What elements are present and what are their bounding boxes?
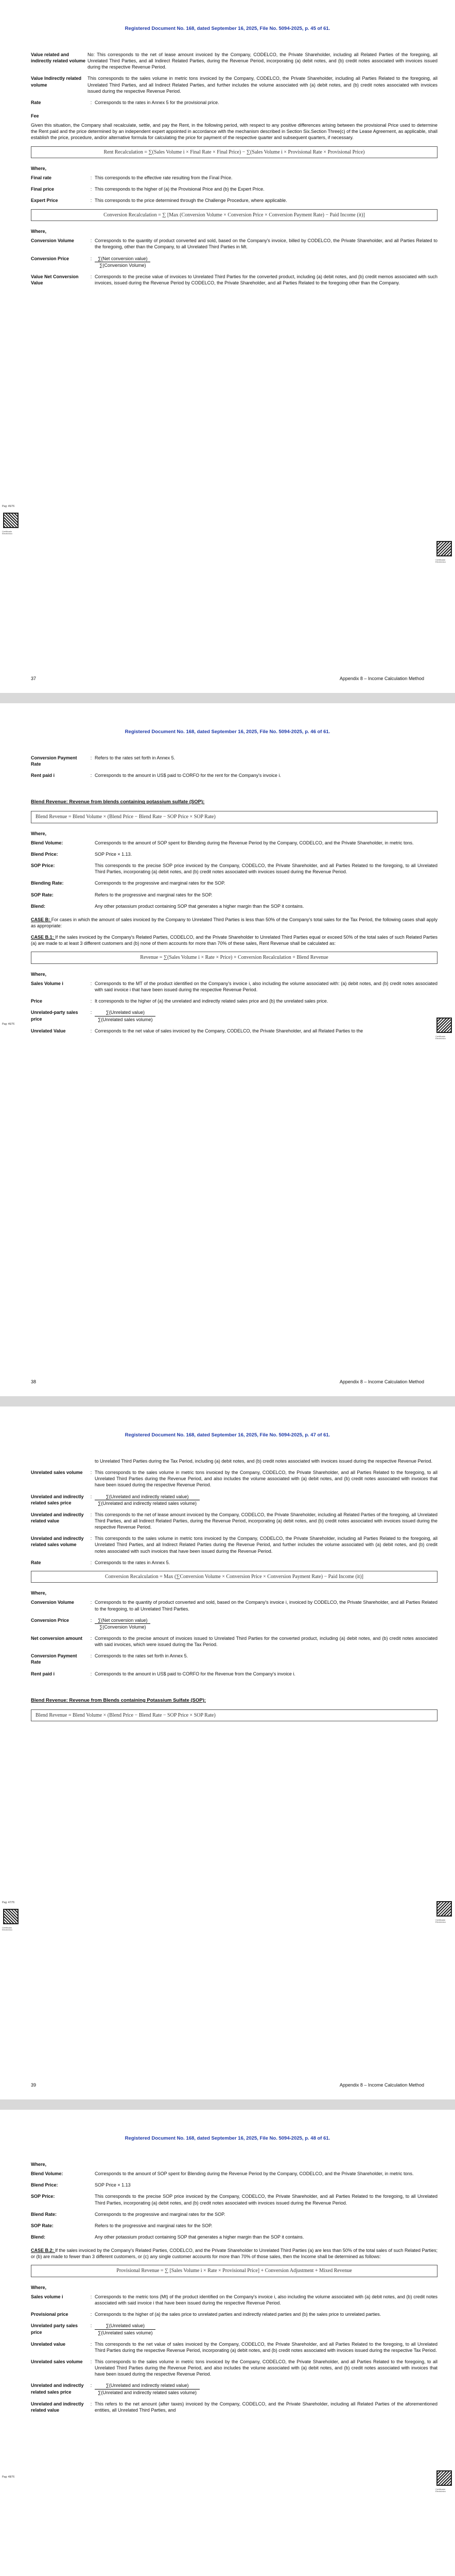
definition-text: This corresponds to the sales volume in metric tons invoiced by the Company, CODELCO, the Private Shareholder, including all Parties Related to the foregoing, all Unrelated Third Parties, and all Indirect Related Parties, and further includes the volume associated with (a) debit notes, and (b) credit notes associated with invoices issued during the respective Revenue Period.: [87, 76, 437, 94]
definition-term: Blend:: [31, 903, 45, 909]
fee-paragraph: Given this situation, the Company shall recalculate, settle, and pay the Rent, in the following period, with respect to any positive differences arising between the provisional Price used to determine the Rent paid and the price determined by an independent expert appointed in accordance with the mechanism described in Section Six.Section Three(c) of the Lease Agreement, as applicable, shall establish the price, procedure, and/or alternative formula for calculating the price for payment of the respective quarter and subsequent quarters, if necessary.: [31, 123, 437, 141]
conversion-recalc-formula: Conversion Recalculation = Max (∑Conversion Volume × Conversion Price × Conversion Payment Rate) − Paid Income (it)]: [31, 1571, 437, 1583]
blend-revenue-formula: Blend Revenue = Blend Volume × (Blend Price − Blend Rate − SOP Price × SOP Rate): [31, 811, 437, 823]
qr-caption: Certificado Electrónico: [435, 1035, 446, 1040]
definition-text: Corresponds to the amount of SOP spent for Blending during the Revenue Period by the Company, CODELCO, and the Private Shareholder, in metric tons.: [95, 2171, 414, 2177]
definition-term: Rate: [31, 99, 41, 105]
definition-term: Blend Price:: [31, 852, 58, 857]
definition-row: Conversion Price : $\frac{\text{∑(Net conversion value)}}{\text{∑(Conversion Volume)}}$: [31, 1617, 437, 1630]
rent-recalc-formula: Rent Recalculation = ∑(Sales Volume i × Final Rate × Final Price) − ∑(Sales Volume i × Provisional Rate × Provisional Price): [31, 146, 437, 159]
definition-text: This corresponds to the net of lease amount invoiced by the Company, CODELCO, the Private Shareholder, including all Related Parties of the foregoing, all Unrelated Third Parties, and all Indirect Related Parties, during the Revenue Period, incorporating (a) debit notes, and (b) credit notes associated with invoices issued during the respective Revenue Period.: [95, 1512, 437, 1530]
fraction: $\frac{\text{∑(Net conversion value)}}{\text{∑(Conversion Volume)}}$: [95, 1617, 150, 1630]
definition-row: [31, 880, 437, 886]
definition-row: Rent paid i : Corresponds to the amount in US$ paid to CORFO for the Revenue from the Company's invoice i.: [31, 1671, 437, 1677]
fraction: $\frac{\text{∑(Unrelated value)}}{\text{∑(Unrelated sales volume)}}$: [95, 1009, 155, 1022]
fraction: $\frac{\text{∑(Unrelated and indirectly related value)}}{\text{∑(Unrelated and indirectly related sales volume)}}$: [95, 2382, 200, 2395]
where-label: Where,: [31, 971, 47, 977]
definition-text: Any other potassium product containing SOP that generates a higher margin than the SOP it contains.: [95, 903, 304, 909]
definition-row: Unrelated sales volume : This corresponds to the sales volume in metric tons invoiced by the Company, CODELCO, the Private Shareholder, and all Parties Related to the foregoing, to all Unrelated Third Parties during the Revenue Period, and also includes the volume associated with (a) debit notes, and (b) credit notes associated with invoices that have been issued during the respective Revenue Period.: [31, 2359, 437, 2377]
definition-text: Corresponds to the precise amount of invoices issued to Unrelated Third Parties for the converted product, including (a) debit notes, and (b) credit notes associated with said invoices, which were issued during the Tax Period.: [95, 1636, 437, 1648]
fraction: $\frac{\text{∑(Unrelated and indirectly related value)}}{\text{∑(Unrelated and indirectly related sales volume)}}$: [95, 1494, 200, 1506]
definition-term: Sales volume i: [31, 2294, 63, 2300]
page-header: Registered Document No. 168, dated September 16, 2025, File No. 5094-2025, p. 46 of 61.: [125, 729, 330, 735]
definition-term: Price: [31, 998, 43, 1004]
definition-row: Value Net Conversion Value : Corresponds to the precise value of invoices to Unrelated Third Parties for the converted product, including (a) debit notes, and (b) credit memos associated with such invoices, issued during the Revenue Period by CODELCO, the Private Shareholder, and all Parties Related to the foregoing other than the Company.: [31, 274, 437, 285]
definition-term: Rent paid i: [31, 1671, 55, 1676]
definition-row: [31, 862, 437, 875]
page-1: [0, 0, 455, 693]
qr-code-icon: [436, 1901, 452, 1917]
definition-text: This corresponds to the sales volume in metric tons invoiced by the Company, CODELCO, the Private Shareholder, and all Parties Related to the foregoing, to all Unrelated Third Parties during the Revenue Period, and also includes the volume associated with (a) debit notes, and (b) credit notes associated with invoices that have been issued during the respective Revenue Period.: [95, 2359, 437, 2377]
definition-row: [31, 2182, 437, 2188]
definition-text: No: This corresponds to the net of lease amount invoiced by the Company, CODELCO, the Private Shareholder, including all Related Parties of the foregoing, all Unrelated Third Parties, and all Indirect Related Parties, during the Revenue Period, incorporating (a) debit notes, and (b) credit notes associated with invoices issued during the respective Revenue Period.: [87, 52, 437, 70]
definition-row: Conversion Payment Rate : Corresponds to the rates set forth in Annex 5.: [31, 1653, 437, 1665]
page-header: Registered Document No. 168, dated September 16, 2025, File No. 5094-2025, p. 47 of 61.: [125, 1432, 330, 1438]
definition-text: Corresponds to the amount in US$ paid to CORFO for the rent for the Company's invoice i.: [95, 773, 281, 778]
definition-text: This corresponds to the effective rate resulting from the Final Price.: [95, 175, 233, 181]
definition-term: Expert Price: [31, 198, 58, 204]
definition-term: Value Indirectly related volume: [31, 76, 82, 88]
side-page-label: Pag: 45/76: [2, 505, 15, 508]
definition-term: Unrelated sales volume: [31, 2359, 83, 2365]
where-label: Where,: [31, 1590, 47, 1596]
definition-term: Unrelated and indirectly related sales volume: [31, 1536, 84, 1548]
definition-row: Rate : Corresponds to the rates in Annex 5.: [31, 1560, 437, 1566]
definition-row: Conversion Volume : Corresponds to the quantity of product converted and sold, based on the Company's invoice i, invoiced by CODELCO, the Private Shareholder, and all Parties Related to the foregoing, to all Unrelated Third Parties.: [31, 1600, 437, 1612]
qr-code-icon: [436, 2470, 452, 2486]
definition-text: Corresponds to the MT of the product identified on the Company's invoice i, also including the volume associated with: (a) debit notes, and (b) credit notes associated with said invoice i that have been issued during the respective Revenue Period.: [95, 981, 437, 993]
definition-term: Unrelated and indirectly related sales price: [31, 1494, 84, 1505]
definition-text: Refers to the progressive and marginal rates for the SOP.: [95, 2223, 213, 2228]
definition-term: Conversion Payment Rate: [31, 1653, 77, 1665]
definition-row: Conversion Price : $\frac{\text{∑(Net conversion value)}}{\text{∑(Conversion Volume)}}$: [31, 256, 437, 268]
definition-row: Provisional price : Corresponds to the higher of (a) the sales price to unrelated parties and indirectly related parties and (b) the sales price to unrelated parties.: [31, 2311, 437, 2317]
qr-caption: Certificado Electrónico: [2, 530, 12, 535]
definition-text: Corresponds to the rates in Annex 5.: [95, 1560, 170, 1565]
definition-term: Blend:: [31, 2234, 45, 2240]
definition-row: [31, 52, 437, 70]
definition-term: Conversion Payment Rate: [31, 755, 77, 767]
revenue-formula: Revenue = ∑(Sales Volume i × Rate × Price) + Conversion Recalculation + Blend Revenue: [31, 952, 437, 964]
definition-term: Value Net Conversion Value: [31, 274, 79, 285]
definition-text: This corresponds to the precise SOP price invoiced by the Company, CODELCO, the Private Shareholder, and all Parties Related to the foregoing, to all Unrelated Third Parties, incorporating (a) debit notes, and (b) credit notes associated with invoices issued during the Revenue Period.: [95, 2194, 437, 2206]
definition-text: to Unrelated Third Parties during the Tax Period, including (a) debit notes, and (b) credit notes associated with invoices issued during the respective Revenue Period.: [95, 1459, 433, 1464]
definition-row: Unrelated and indirectly related sales price : $\frac{\text{∑(Unrelated and indirectly related value)}}{\text{∑(Unrelated and indirectly related sales volume)}}$: [31, 2382, 437, 2395]
fee-heading: Fee: [31, 113, 39, 118]
definition-row: [31, 75, 437, 94]
definition-row: Rent paid i : Corresponds to the amount in US$ paid to CORFO for the rent for the Company's invoice i.: [31, 772, 437, 778]
definition-text: Corresponds to the rates in Annex 5 for the provisional price.: [95, 99, 219, 105]
fraction: $\frac{\text{∑(Unrelated value)}}{\text{∑(Unrelated sales volume)}}$: [95, 2323, 155, 2335]
definition-row: Unrelated sales volume : This corresponds to the sales volume in metric tons invoiced by the Company, CODELCO, the Private Shareholder, and all Parties Related to the foregoing, to all Unrelated Third Parties during the Revenue Period, and also includes the volume associated with (a) debit notes, and (b) credit notes associated with invoices that have been issued during the respective Revenue Period.: [31, 1470, 437, 1488]
definition-term: Conversion Price: [31, 1617, 69, 1623]
definition-term: Provisional price: [31, 2312, 68, 2317]
definition-term: Unrelated and indirectly related value: [31, 2401, 84, 2413]
page-footer: [31, 1379, 424, 1385]
definition-text: Corresponds to the amount of SOP spent for Blending during the Revenue Period by the Company, CODELCO, and the Private Shareholder, in metric tons.: [95, 840, 414, 845]
definition-text: This corresponds to the price determined through the Challenge Procedure, where applicable.: [95, 198, 287, 204]
case-b-paragraph: CASE B: For cases in which the amount of sales invoiced by the Company to Unrelated Third Parties is less than 50% of the Company's total sales for the Tax Period, the following cases shall apply as appropriate:: [31, 917, 437, 928]
page-content: [31, 2161, 437, 2418]
definition-term: Sales Volume i: [31, 981, 63, 987]
definition-term: Unrelated-party sales price: [31, 1010, 78, 1022]
page-header: Registered Document No. 168, dated September 16, 2025, File No. 5094-2025, p. 45 of 61.: [125, 26, 330, 31]
definition-text: This refers to the net amount (after taxes) invoiced by the Company, CODELCO, and the Private Shareholder, including all Related Parties of the aforementioned entities, all Unrelated Third Parties, and: [95, 2401, 437, 2413]
definition-text: This corresponds to the net value of sales invoiced by the Company, CODELCO, the Private Shareholder, and all Parties Related to the foregoing, to all Unrelated Third Parties during the respective Revenue Period, incorporating (a) debit notes, and (b) credit notes associated with invoices issued during the respective Tax Period.: [95, 2341, 437, 2353]
definition-row: [31, 1458, 437, 1464]
definition-term: SOP Rate:: [31, 892, 54, 897]
definition-text: Any other potassium product containing SOP that generates a higher margin than the SOP it contains.: [95, 2234, 304, 2240]
definition-row: Conversion Payment Rate : Refers to the rates set forth in Annex 5.: [31, 755, 437, 767]
definition-row: [31, 2211, 437, 2217]
definition-term: Unrelated party sales price: [31, 2323, 78, 2335]
page-content: [31, 52, 437, 291]
case-b1-paragraph: CASE B.1: If the sales invoiced by the Company's Related Parties, CODELCO, and the Private Shareholder to Unrelated Third Parties equal or exceed 50% of the total sales of such Related Parties (a) are made to at least 3 different customers and (b) none of them accounts for more than 70% of these sales, Rent Revenue shall be calculated as:: [31, 935, 438, 946]
definition-term: Blend Price:: [31, 2182, 58, 2188]
where-label: Where,: [31, 166, 47, 172]
provisional-revenue-formula: Provisional Revenue = ∑ [Sales Volume i × Rate × Provisional Price] + Conversion Adjustment + Mixed Revenue: [31, 2265, 437, 2277]
footer-title: Appendix 8 – Income Calculation Method: [339, 1379, 424, 1384]
definition-row: [31, 851, 437, 857]
definition-row: [31, 2234, 437, 2240]
definition-row: [31, 2171, 437, 2177]
definition-term: Rent paid i: [31, 773, 55, 778]
definition-text: Corresponds to the progressive and marginal rates for the SOP.: [95, 880, 225, 886]
qr-code-icon: [436, 1018, 452, 1033]
footer-title: Appendix 8 – Income Calculation Method: [339, 675, 424, 681]
page-content: [31, 755, 437, 1039]
qr-code-icon: [3, 513, 19, 528]
definition-text: Corresponds to the rates set forth in Annex 5.: [95, 1653, 188, 1659]
definition-term: Unrelated and indirectly related value: [31, 1512, 84, 1523]
definition-text: Refers to the progressive and marginal rates for the SOP.: [95, 892, 213, 897]
case-b2-paragraph: CASE B.2: If the sales invoiced by the Company's Related Parties, CODELCO, and the Private Shareholder to Unrelated Third Parties (a) are less than 50% of the total sales of such Related Parties; or (b) are made to fewer than 3 different customers, or (c) any single customer accounts for more than 70% of those sales, then the Income shall be determined as follows:: [31, 2248, 437, 2260]
definition-term: Blending Rate:: [31, 880, 64, 886]
definition-row: Net conversion amount : Corresponds to the precise amount of invoices issued to Unrelated Third Parties for the converted product, including (a) debit notes, and (b) credit notes associated with said invoices, which were issued during the Tax Period.: [31, 1636, 437, 1648]
definition-term: SOP Rate:: [31, 2223, 54, 2228]
definition-term: Blend Volume:: [31, 840, 63, 845]
side-page-label: Pag: 47/76: [2, 1901, 15, 1904]
definition-row: [31, 892, 437, 898]
definition-term: SOP Price:: [31, 863, 55, 869]
definition-text: Corresponds to the higher of (a) the sales price to unrelated parties and indirectly related parties and (b) the sales price to unrelated parties.: [95, 2312, 381, 2317]
definition-row: [31, 2223, 437, 2229]
definition-text: Corresponds to the progressive and marginal rates for the SOP.: [95, 2211, 225, 2217]
definition-row: Unrelated and indirectly related sales price : $\frac{\text{∑(Unrelated and indirectly related value)}}{\text{∑(Unrelated and indirectly related sales volume)}}$: [31, 1494, 437, 1506]
definition-row: Final price : This corresponds to the higher of (a) the Provisional Price and (b) the Expert Price.: [31, 186, 437, 192]
definition-row: [31, 2193, 437, 2206]
definition-text: This corresponds to the sales volume in metric tons invoiced by the Company, CODELCO, the Private Shareholder, and all Parties Related to the foregoing, to all Unrelated Third Parties during the Revenue Period, and also includes the volume associated with (a) debit notes, and (b) credit notes associated with invoices that have been issued during the respective Revenue Period.: [95, 1470, 437, 1488]
qr-caption: Certificado Electrónico: [435, 1919, 446, 1924]
definition-term: Unrelated and indirectly related sales price: [31, 2383, 84, 2395]
page-number: 37: [31, 675, 37, 681]
page-header: Registered Document No. 168, dated September 16, 2025, File No. 5094-2025, p. 48 of 61.: [125, 2136, 330, 2141]
definition-text: This corresponds to the higher of (a) the Provisional Price and (b) the Expert Price.: [95, 187, 265, 192]
definition-text: SOP Price × 1.13: [95, 2182, 131, 2188]
definition-row: Expert Price : This corresponds to the price determined through the Challenge Procedure, where applicable.: [31, 197, 437, 204]
definition-row: Final rate : This corresponds to the effective rate resulting from the Final Price.: [31, 175, 437, 181]
definition-term: Blend Volume:: [31, 2171, 63, 2177]
definition-row: Conversion Volume : Corresponds to the quantity of product converted and sold, based on the Company's invoice, billed by CODELCO, the Private Shareholder, and all Parties Related to the foregoing, other than the Company, to all Unrelated Third Parties in Mt.: [31, 238, 437, 250]
definition-term: Conversion Volume: [31, 238, 74, 244]
where-label: Where,: [31, 2162, 47, 2167]
definition-text: Corresponds to the net value of sales invoiced by the Company, CODELCO, the Private Shareholder, and all Related Parties to the: [95, 1028, 363, 1033]
definition-text: Corresponds to the amount in US$ paid to CORFO for the Revenue from the Company's invoice i.: [95, 1671, 295, 1676]
definition-row: Unrelated and indirectly related value : This corresponds to the net of lease amount invoiced by the Company, CODELCO, the Private Shareholder, including all Related Parties of the foregoing, all Unrelated Third Parties, and all Indirect Related Parties, during the Revenue Period, incorporating (a) debit notes, and (b) credit notes associated with invoices issued during the respective Revenue Period.: [31, 1512, 437, 1530]
definition-text: This corresponds to the precise SOP price invoiced by the Company, CODELCO, the Private Shareholder, and all Parties Related to the foregoing, to all Unrelated Third Parties, incorporating (a) debit notes, and (b) credit notes associated with invoices issued during the Revenue Period.: [95, 863, 437, 875]
page-2: [0, 703, 455, 1396]
definition-row: Unrelated-party sales price : $\frac{\text{∑(Unrelated value)}}{\text{∑(Unrelated sales volume)}}$: [31, 1009, 437, 1022]
definition-row: [31, 840, 437, 846]
definition-text: Refers to the rates set forth in Annex 5.: [95, 755, 176, 760]
definition-row: Unrelated and indirectly related value : This refers to the net amount (after taxes) invoiced by the Company, CODELCO, and the Private Shareholder, including all Related Parties of the aforementioned entities, all Unrelated Third Parties, and: [31, 2401, 437, 2413]
side-page-label: Pag: 48/76: [2, 2476, 15, 2479]
conversion-recalc-formula: Conversion Recalculation = ∑ [Max (Conversion Volume × Conversion Price × Conversion Payment Rate) − Paid Income (it)]: [31, 209, 437, 222]
page-content: [31, 1458, 437, 1726]
where-label: Where,: [31, 2284, 47, 2290]
definition-term: SOP Price:: [31, 2194, 55, 2199]
definition-row: Unrelated and indirectly related sales volume : This corresponds to the sales volume in metric tons invoiced by the Company, CODELCO, the Private Shareholder, including all Parties Related to the foregoing, all Unrelated Third Parties, and all Indirect Related Parties during the Revenue Period, and further includes the volume associated with (a) debit notes, and (b) credit notes associated with such invoices that have been issued during the Revenue Period.: [31, 1536, 437, 1554]
definition-text: Corresponds to the metric tons (Mt) of the product identified on the Company's invoice i, also including the volume associated with (a) debit notes, and (b) credit notes associated with said invoice i that have been issued during the respective Revenue Period.: [95, 2294, 437, 2306]
definition-text: Corresponds to the quantity of product converted and sold, based on the Company's invoice, billed by CODELCO, the Private Shareholder, and all Parties Related to the foregoing, other than the Company, to all Unrelated Third Parties in Mt.: [95, 238, 437, 250]
definition-row: Unrelated value : This corresponds to the net value of sales invoiced by the Company, CODELCO, the Private Shareholder, and all Parties Related to the foregoing, to all Unrelated Third Parties during the respective Revenue Period, incorporating (a) debit notes, and (b) credit notes associated with invoices issued during the respective Tax Period.: [31, 2341, 437, 2353]
definition-text: This corresponds to the sales volume in metric tons invoiced by the Company, CODELCO, the Private Shareholder, including all Parties Related to the foregoing, all Unrelated Third Parties, and all Indirect Related Parties during the Revenue Period, and further includes the volume associated with (a) debit notes, and (b) credit notes associated with such invoices that have been issued during the Revenue Period.: [95, 1536, 437, 1554]
definition-row: Unrelated Value : Corresponds to the net value of sales invoiced by the Company, CODELCO, the Private Shareholder, and all Related Parties to the: [31, 1028, 437, 1034]
definition-term: Final rate: [31, 175, 52, 181]
definition-term: Unrelated value: [31, 2341, 66, 2347]
qr-caption: Certificado Electrónico: [2, 1926, 12, 1931]
definition-row: Rate : Corresponds to the rates in Annex 5 for the provisional price.: [31, 99, 437, 106]
blend-revenue-formula: Blend Revenue = Blend Volume × (Blend Price − Blend Rate − SOP Price × SOP Rate): [31, 1709, 437, 1722]
where-label: Where,: [31, 831, 47, 836]
definition-row: Sales Volume i : Corresponds to the MT of the product identified on the Company's invoice i, also including the volume associated with: (a) debit notes, and (b) credit notes associated with said invoice i that have been issued during the respective Revenue Period.: [31, 981, 437, 993]
where-label: Where,: [31, 229, 47, 234]
definition-text: Corresponds to the quantity of product converted and sold, based on the Company's invoice i, invoiced by CODELCO, the Private Shareholder, and all Parties Related to the foregoing, to all Unrelated Third Parties.: [95, 1600, 437, 1612]
page-number: 38: [31, 1379, 37, 1384]
definition-term: Unrelated Value: [31, 1028, 66, 1033]
definition-row: Sales volume i : Corresponds to the metric tons (Mt) of the product identified on the Company's invoice i, also including the volume associated with (a) debit notes, and (b) credit notes associated with said invoice i that have been issued during the respective Revenue Period.: [31, 2294, 437, 2306]
footer-title: Appendix 8 – Income Calculation Method: [339, 2082, 424, 2088]
page-number: 39: [31, 2082, 37, 2088]
section-title: Blend Revenue: Revenue from Blends containing Potassium Sulfate (SOP):: [31, 1697, 206, 1703]
qr-code-icon: [3, 1909, 19, 1924]
definition-term: Conversion Volume: [31, 1600, 74, 1605]
definition-term: Final price: [31, 187, 55, 192]
definition-text: Corresponds to the precise value of invoices to Unrelated Third Parties for the converted product, including (a) debit notes, and (b) credit memos associated with such invoices, issued during the Revenue Period by CODELCO, the Private Shareholder, and all Parties Related to the foregoing other than the Company.: [95, 274, 437, 285]
qr-caption: Certificado Electrónico: [435, 558, 446, 564]
definition-term: Net conversion amount: [31, 1636, 83, 1641]
definition-term: Value related and indirectly related volume: [31, 52, 86, 64]
page-footer: [31, 2082, 424, 2088]
page-4: [0, 2110, 455, 2576]
definition-text: It corresponds to the higher of (a) the unrelated and indirectly related sales price and (b) the unrelated sales price.: [95, 998, 328, 1004]
definition-term: Unrelated sales volume: [31, 1470, 83, 1476]
definition-term: Blend Rate:: [31, 2211, 57, 2217]
definition-term: Conversion Price: [31, 256, 69, 261]
definition-row: [31, 903, 437, 909]
page-3: [0, 1406, 455, 2099]
definition-term: Rate: [31, 1560, 41, 1565]
page-footer: [31, 675, 424, 682]
qr-code-icon: [436, 541, 452, 556]
side-page-label: Pag: 46/76: [2, 1023, 15, 1026]
definition-row: Unrelated party sales price : $\frac{\text{∑(Unrelated value)}}{\text{∑(Unrelated sales volume)}}$: [31, 2323, 437, 2335]
section-title: Blend Revenue: Revenue from blends containing potassium sulfate (SOP):: [31, 799, 205, 805]
definition-row: Price : It corresponds to the higher of (a) the unrelated and indirectly related sales price and (b) the unrelated sales price.: [31, 998, 437, 1004]
definition-text: SOP Price × 1.13.: [95, 852, 132, 857]
qr-caption: Certificado Electrónico: [435, 2488, 446, 2493]
fraction: $\frac{\text{∑(Net conversion value)}}{\text{∑(Conversion Volume)}}$: [95, 256, 150, 268]
